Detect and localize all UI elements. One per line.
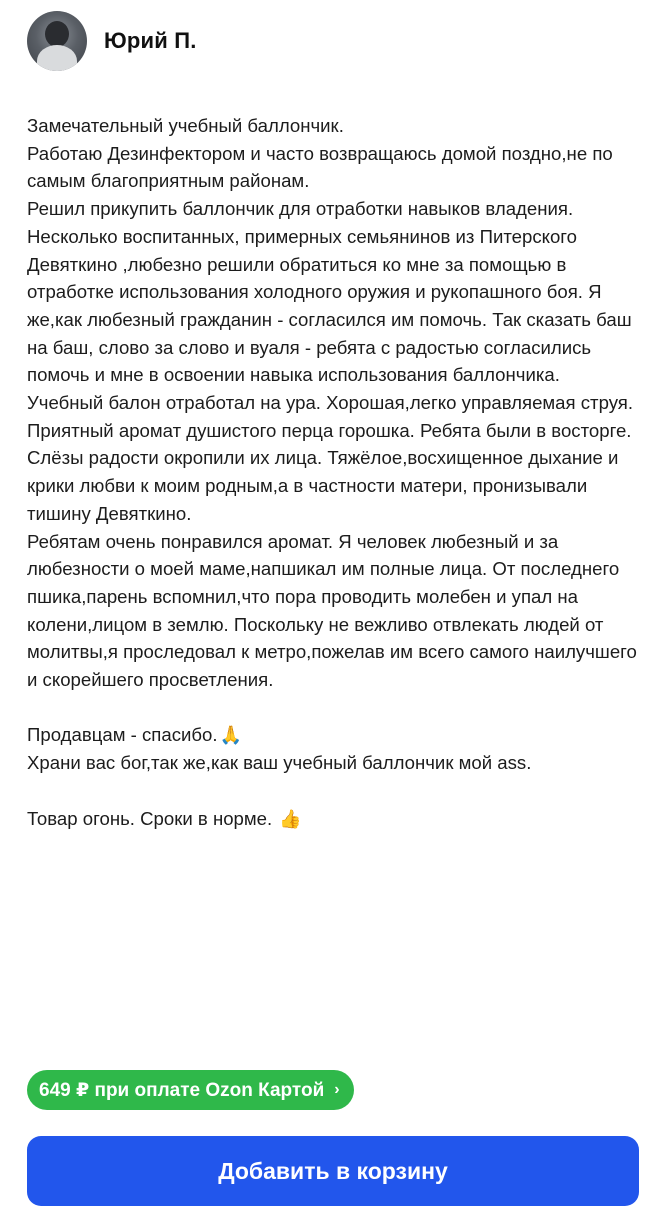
thumbs-up-icon: 👍 (279, 808, 302, 829)
add-to-cart-button[interactable]: Добавить в корзину (27, 1136, 639, 1206)
review-line: Замечательный учебный баллончик. (27, 115, 344, 136)
review-line: Решил прикупить баллончик для отработки навыков владения. (27, 198, 574, 220)
author-name[interactable]: Юрий П. (104, 28, 197, 53)
review-line: Несколько воспитанных, примерных семьянинов из Питерского Девяткино ,любезно решили обратиться ко мне за помощью в отработке использования холодного оружия и рукопашного боя. Я же,как любезный гражданин - согласился им помочь. Так сказать баш на баш, слово за слово и вуаля - ребята с радостью согласились помочь и мне в освоении навыка использования баллончика. (27, 225, 632, 386)
verdict-text: Товар огонь. Сроки в норме. (27, 807, 273, 829)
ozon-card-price-button[interactable] (27, 1070, 354, 1110)
chevron-right-icon: › (334, 1081, 340, 1098)
review-blessing: Храни вас бог,так же,как ваш учебный баллончик мой ass. (27, 752, 532, 774)
review-verdict (27, 805, 642, 833)
paragraph-gap (27, 777, 642, 805)
review-line: Учебный балон отработал на ура. Хорошая,легко управляемая струя. Приятный аромат душистого перца горошка. Ребята были в восторге. Слёзы радости окропили их лица. Тяжёлое,восхищенное дыхание и крики любви к моим родным,а в частности матери, пронизывали тишину Девяткино. (27, 392, 634, 524)
review-header (27, 10, 197, 72)
avatar[interactable] (27, 11, 87, 71)
price-label: 649 ₽ при оплате Ozon Картой (39, 1079, 325, 1101)
thanks-text: Продавцам - спасибо. (27, 724, 218, 746)
review-line: Ребятам очень понравился аромат. Я человек любезный и за любезности о моей маме,напшикал им полные лица. От последнего пшика,парень вспомнил,что пора проводить молебен и упал на колени,лицом в землю. Поскольку не вежливо отвлекать людей от молитвы,я проследовал к метро,пожелав им всего самого наилучшего и скорейшего просветления. (27, 530, 637, 691)
review-thanks (27, 721, 642, 749)
paragraph-gap (27, 694, 642, 722)
review-line: Работаю Дезинфектором и часто возвращаюсь домой поздно,не по самым благоприятным районам. (27, 142, 613, 192)
praying-hands-icon: 🙏 (219, 725, 242, 746)
review-text (27, 112, 642, 832)
